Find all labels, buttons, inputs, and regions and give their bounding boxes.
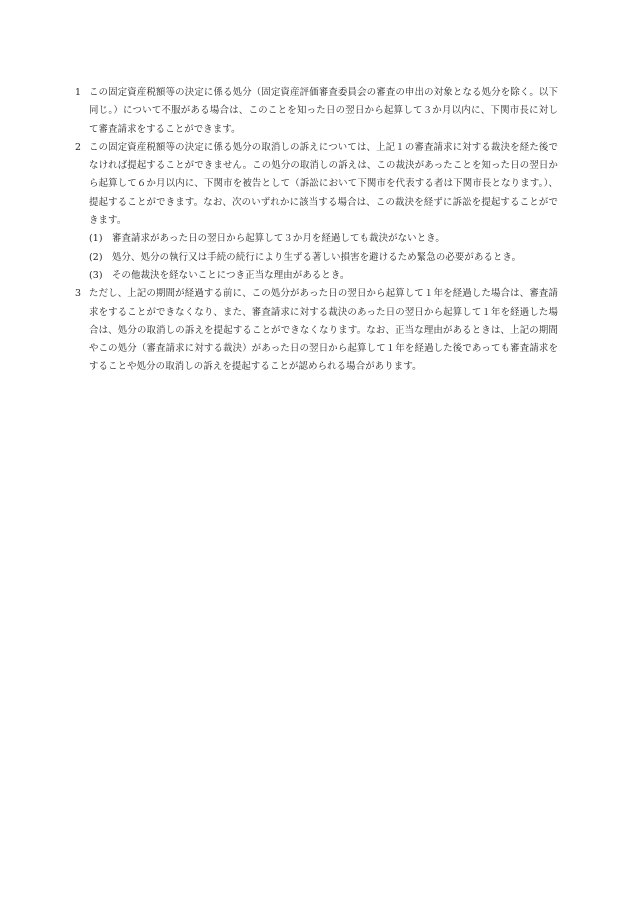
item-text: この固定資産税額等の決定に係る処分（固定資産評価審査委員会の審査の申出の対象となる処分を除く。以下同じ。）について不服がある場合は、このことを知った日の翌日から起算して３か月以内に、下関市長に対して審査請求をすることができます。 bbox=[89, 87, 558, 135]
notice-item-2 bbox=[73, 139, 558, 230]
item-number: 2 bbox=[75, 141, 82, 153]
item-number: 3 bbox=[75, 288, 82, 300]
notice-subitem-2-1 bbox=[73, 230, 558, 248]
subitem-number: (3) bbox=[89, 269, 103, 281]
notice-item-3 bbox=[73, 285, 558, 376]
subitem-text: 審査請求があった日の翌日から起算して３か月を経過しても裁決がないとき。 bbox=[112, 233, 445, 245]
subitem-text: 処分、処分の執行又は手続の続行により生ずる著しい損害を避けるため緊急の必要があるとき。 bbox=[112, 251, 522, 263]
notice-body bbox=[73, 84, 558, 377]
subitem-number: (1) bbox=[89, 233, 103, 245]
notice-item-1 bbox=[73, 84, 558, 139]
item-text: この固定資産税額等の決定に係る処分の取消しの訴えについては、上記１の審査請求に対する裁決を経た後でなければ提起することができません。この処分の取消しの訴えは、この裁決があったことを知った日の翌日から起算して６か月以内に、下関市を被告として（訴訟において下関市を代表する者は下関市長となります。）、提起することができます。なお、次のいずれかに該当する場合は、この裁決を経ずに訴訟を提起することができます。 bbox=[89, 141, 558, 227]
item-text: ただし、上記の期間が経過する前に、この処分があった日の翌日から起算して１年を経過した場合は、審査請求をすることができなくなり、また、審査請求に対する裁決のあった日の翌日から起算して１年を経過した場合は、処分の取消しの訴えを提起することができなくなります。なお、正当な理由があるときは、上記の期間やこの処分（審査請求に対する裁決）があった日の翌日から起算して１年を経過した後であっても審査請求をすることや処分の取消しの訴えを提起することが認められる場合があります。 bbox=[89, 288, 558, 373]
notice-subitem-2-2 bbox=[73, 249, 558, 267]
subitem-text: その他裁決を経ないことにつき正当な理由があるとき。 bbox=[112, 269, 350, 281]
notice-subitem-2-3 bbox=[73, 267, 558, 285]
item-number: 1 bbox=[75, 87, 82, 98]
subitem-number: (2) bbox=[89, 251, 103, 263]
